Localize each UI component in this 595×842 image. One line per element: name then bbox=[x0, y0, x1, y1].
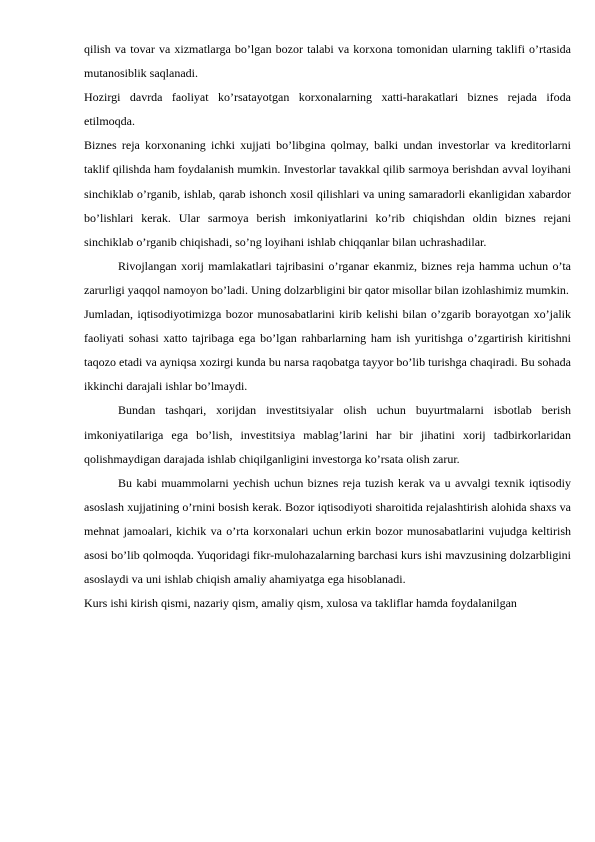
paragraph: Rivojlangan xorij mamlakatlari tajribasini o’rganar ekanmiz, biznes reja hamma uchun o’ta zarurligi yaqqol namoyon bo’ladi. Uning dolzarbligini bir qator misollar bilan izohlashimiz mumkin. bbox=[84, 258, 571, 297]
paragraph: Bu kabi muammolarni yechish uchun biznes reja tuzish kerak va u avvalgi texnik iqtisodiy asoslash xujjatining o’rnini bosish kerak. Bozor iqtisodiyoti sharoitida rejalashtirish alohida shaxs va mehnat jamoalari, kichik va o’rta korxonalari uchun erkin bozor munosabatlarini vujudga keltirish asosi bo’lib qolmoqda. Yuqoridagi fikr-mulohazalarning barchasi kurs ishi mavzusining dolzarbligini asoslaydi va uni ishlab chiqish amaliy ahamiyatga ega hisoblanadi. bbox=[84, 475, 571, 587]
paragraph: Jumladan, iqtisodiyotimizga bozor munosabatlarini kirib kelishi bilan o’zgarib borayotgan xo’jalik faoliyati sohasi xatto tajribaga ega bo’lgan rahbarlarning ham ish yuritishga o’zgartirish kiritishni taqozo etadi va ayniqsa xozirgi kunda bu narsa raqobatga tayyor bo’lib turishga chaqiradi. Bu sohada ikkinchi darajali ishlar bo’lmaydi. bbox=[84, 307, 571, 394]
paragraph: Kurs ishi kirish qismi, nazariy qism, amaliy qism, xulosa va takliflar hamda foydalanilgan bbox=[84, 596, 517, 611]
paragraph: Biznes reja korxonaning ichki xujjati bo’libgina qolmay, balki undan investorlar va kreditorlarni taklif qilishda ham foydalanish mumkin. Investorlar tavakkal qilib sarmoya berishdan avval loyihani sinchiklab o’rganib, ishlab, qarab ishonch xosil qilishlari va uning samaradorli ekanligidan xabardor bo’lishlari kerak. Ular sarmoya berish imkoniyatlarini ko’rib chiqishdan oldin biznes rejani sinchiklab o’rganib chiqishadi, so’ng loyihani ishlab chiqqanlar bilan uchrashadilar. bbox=[84, 138, 571, 249]
paragraph: qilish va tovar va xizmatlarga bo’lgan bozor talabi va korxona tomonidan ularning taklifi o’rtasida mutanosiblik saqlanadi. bbox=[84, 42, 571, 81]
paragraph: Hozirgi davrda faoliyat ko’rsatayotgan korxonalarning xatti-harakatlari biznes rejada ifoda etilmoqda. bbox=[84, 90, 571, 129]
body-text bbox=[84, 37, 571, 615]
paragraph: Bundan tashqari, xorijdan investitsiyalar olish uchun buyurtmalarni isbotlab berish imkoniyatilariga ega bo’lish, investitsiya mablag’larini har bir jihatini xorij tadbirkorlaridan qolishmaydigan darajada ishlab chiqilganligini investorga ko’rsata olish zarur. bbox=[84, 403, 571, 466]
